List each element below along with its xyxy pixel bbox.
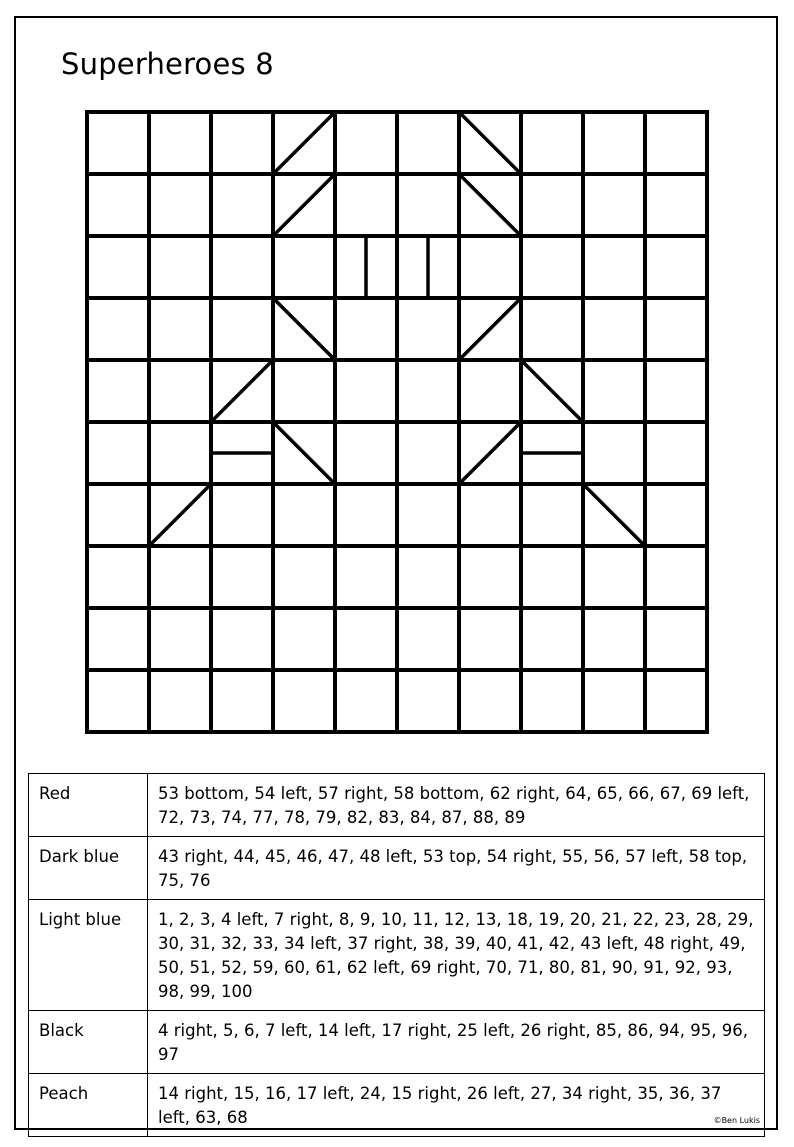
key-color-label: Black <box>29 1011 148 1074</box>
key-color-label: Light blue <box>29 900 148 1011</box>
split-line <box>459 298 521 360</box>
key-row-dark-blue <box>29 837 765 900</box>
key-row-peach <box>29 1074 765 1137</box>
split-line <box>273 422 335 484</box>
key-color-label: Peach <box>29 1074 148 1137</box>
color-key-table <box>28 773 765 1137</box>
split-line <box>273 298 335 360</box>
split-line <box>211 360 273 422</box>
split-line <box>459 174 521 236</box>
split-line <box>149 484 211 546</box>
split-line <box>521 360 583 422</box>
key-cells-list: 1, 2, 3, 4 left, 7 right, 8, 9, 10, 11, 12, 13, 18, 19, 20, 21, 22, 23, 28, 29, 30, 31, 32, 33, 34 left, 37 right, 38, 39, 40, 41, 42, 43 left, 48 right, 49, 50, 51, 52, 59, 60, 61, 62 left, 69 right, 70, 71, 80, 81, 90, 91, 92, 93, 98, 99, 100 <box>148 900 765 1011</box>
key-color-label: Red <box>29 774 148 837</box>
split-line <box>459 422 521 484</box>
key-row-black <box>29 1011 765 1074</box>
key-cells-list: 43 right, 44, 45, 46, 47, 48 left, 53 top, 54 right, 55, 56, 57 left, 58 top, 75, 76 <box>148 837 765 900</box>
key-cells-list: 4 right, 5, 6, 7 left, 14 left, 17 right, 25 left, 26 right, 85, 86, 94, 95, 96, 97 <box>148 1011 765 1074</box>
key-color-label: Dark blue <box>29 837 148 900</box>
key-row-light-blue <box>29 900 765 1011</box>
key-cells-list: 14 right, 15, 16, 17 left, 24, 15 right, 26 left, 27, 34 right, 35, 36, 37 left, 63, 68 <box>148 1074 765 1137</box>
page-title: Superheroes 8 <box>61 47 274 81</box>
split-line <box>459 112 521 174</box>
copyright-credit: ©Ben Lukis <box>713 1116 760 1125</box>
key-cells-list: 53 bottom, 54 left, 57 right, 58 bottom, 62 right, 64, 65, 66, 67, 69 left, 72, 73, 74, 77, 78, 79, 82, 83, 84, 87, 88, 89 <box>148 774 765 837</box>
key-row-red <box>29 774 765 837</box>
split-line <box>273 112 335 174</box>
split-line <box>583 484 645 546</box>
split-line <box>273 174 335 236</box>
